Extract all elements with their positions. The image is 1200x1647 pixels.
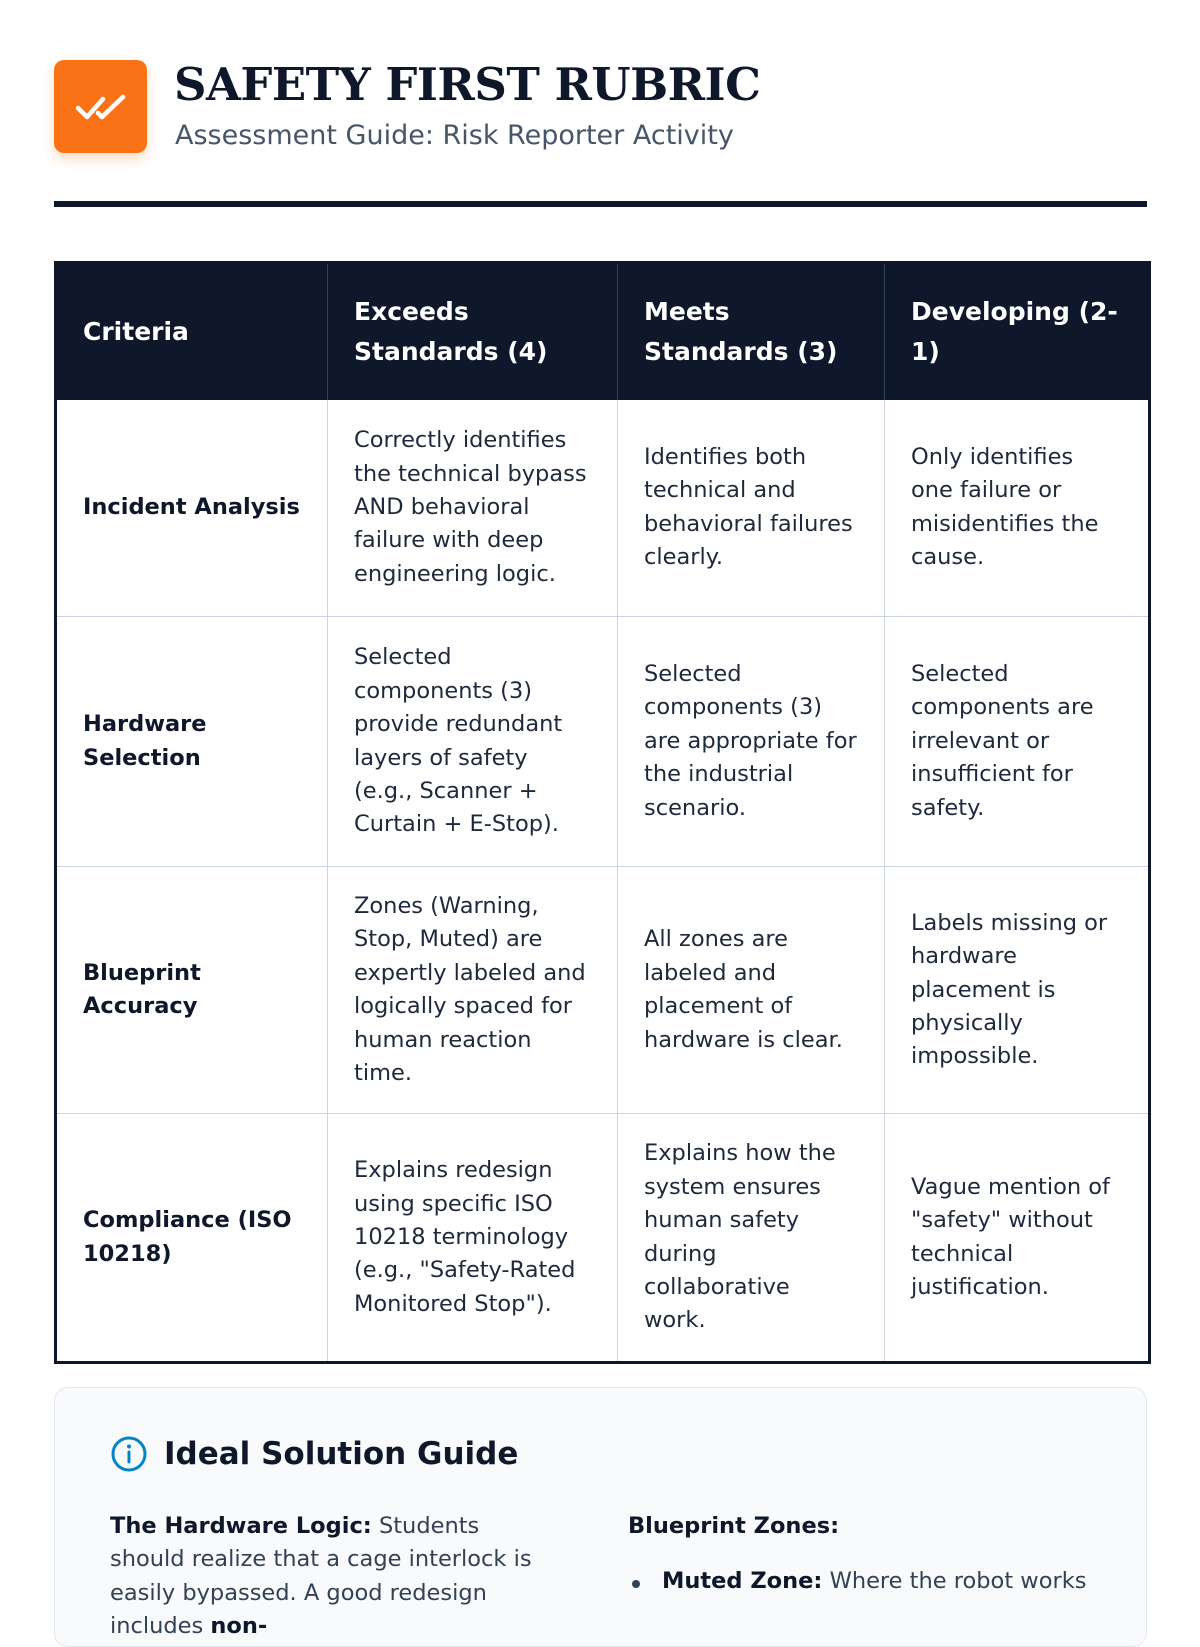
meets-cell: All zones are labeled and placement of hardware is clear. <box>618 867 885 1114</box>
meets-cell: Explains how the system ensures human safety during collaborative work. <box>618 1114 885 1362</box>
info-icon <box>110 1435 148 1473</box>
meets-cell: Selected components (3) are appropriate for the industrial scenario. <box>618 617 885 867</box>
hardware-logic-paragraph <box>110 1510 550 1644</box>
solution-guide-card <box>54 1387 1147 1647</box>
exceeds-cell: Explains redesign using specific ISO 10218 terminology (e.g., "Safety-Rated Monitored Stop"). <box>328 1114 618 1362</box>
column-header-criteria: Criteria <box>56 263 328 400</box>
header-divider <box>54 201 1147 207</box>
criteria-cell: Blueprint Accuracy <box>56 867 328 1114</box>
page-subtitle: Assessment Guide: Risk Reporter Activity <box>175 120 734 151</box>
zone-label: Muted Zone: <box>662 1568 823 1595</box>
developing-cell: Selected components are irrelevant or insufficient for safety. <box>885 617 1150 867</box>
developing-cell: Labels missing or hardware placement is physically impossible. <box>885 867 1150 1114</box>
blueprint-zones-label: Blueprint Zones: <box>628 1513 840 1539</box>
criteria-cell: Incident Analysis <box>56 400 328 617</box>
page-title: SAFETY FIRST RUBRIC <box>174 58 761 111</box>
column-header-developing: Developing (2-1) <box>885 263 1150 400</box>
table-header-row <box>56 263 1150 400</box>
list-item <box>628 1565 1098 1598</box>
page-header <box>54 60 1146 160</box>
developing-cell: Vague mention of "safety" without technical justification. <box>911 1173 1110 1301</box>
hardware-logic-bold: non- <box>210 1613 268 1640</box>
exceeds-cell: Correctly identifies the technical bypass AND behavioral failure with deep engineering logic. <box>328 400 618 617</box>
zone-text: Where the robot works <box>822 1568 1087 1595</box>
guide-title: Ideal Solution Guide <box>164 1436 519 1472</box>
hardware-logic-label: The Hardware Logic: <box>110 1513 372 1539</box>
exceeds-cell: Zones (Warning, Stop, Muted) are expertly labeled and logically spaced for human reaction time. <box>328 867 618 1114</box>
logo <box>54 60 147 153</box>
exceeds-cell: Selected components (3) provide redundant layers of safety (e.g., Scanner + Curtain + E-Stop). <box>328 617 618 867</box>
hardware-logic-text: Students should realize that a cage interlock is easily bypassed. A good redesign includes <box>110 1513 532 1640</box>
zones-list <box>628 1565 1098 1598</box>
guide-heading <box>110 1435 518 1473</box>
criteria-cell: Hardware Selection <box>56 617 328 867</box>
criteria-cell: Compliance (ISO 10218) <box>56 1114 328 1362</box>
blueprint-zones-section <box>628 1510 1098 1599</box>
developing-cell: Only identifies one failure or misidentifies the cause. <box>885 400 1150 617</box>
rubric-table <box>54 261 1151 1364</box>
table-row <box>56 617 1150 867</box>
table-row <box>56 400 1150 617</box>
column-header-exceeds: Exceeds Standards (4) <box>328 263 618 400</box>
meets-cell: Identifies both technical and behavioral failures clearly. <box>618 400 885 617</box>
table-row <box>56 867 1150 1114</box>
column-header-meets: Meets Standards (3) <box>618 263 885 400</box>
table-row <box>56 1114 1150 1362</box>
double-check-icon <box>76 92 126 122</box>
